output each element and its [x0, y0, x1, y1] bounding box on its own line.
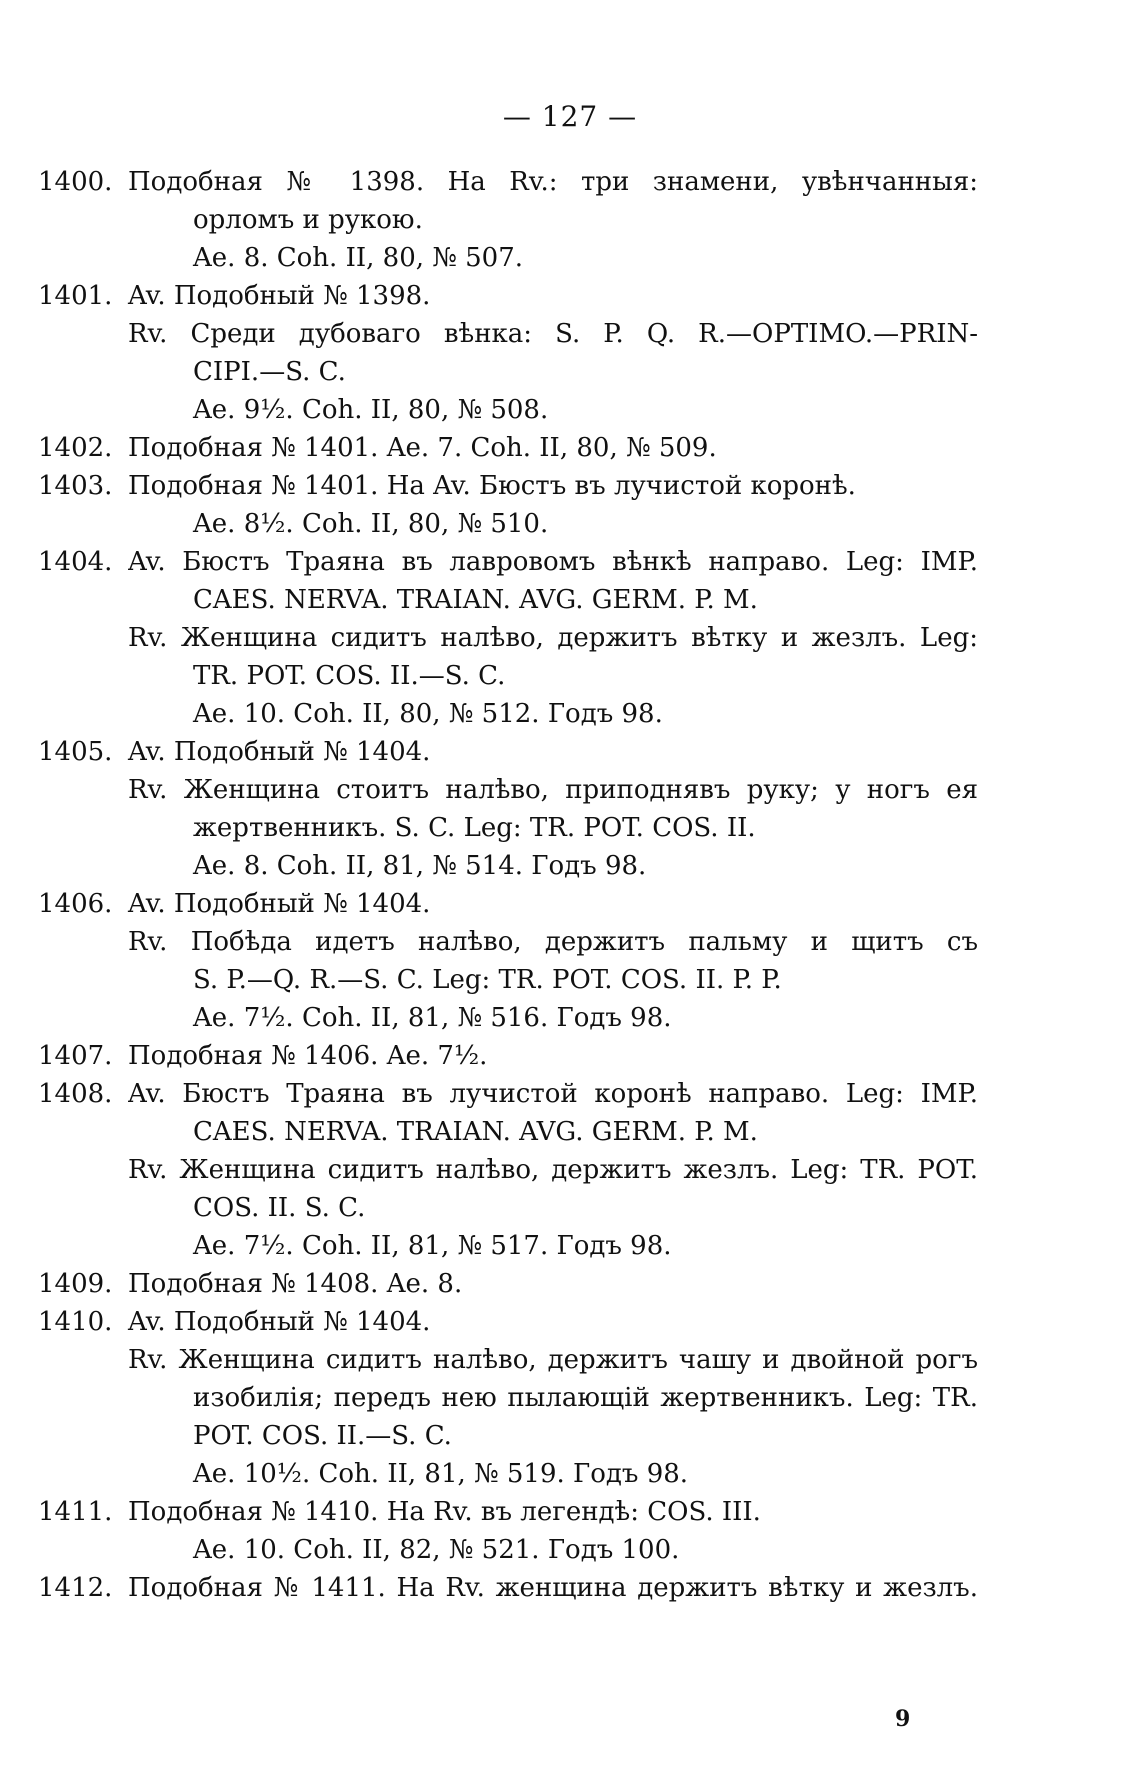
entry-text: Подобная № 1401. На Av. Бюстъ въ лучистой коронѣ. [128, 471, 856, 501]
catalog-entry [38, 733, 978, 885]
catalog-entries [38, 163, 978, 1607]
entry-number: 1404. [38, 547, 113, 577]
entry-text: Av. Подобный № 1398. [128, 281, 431, 311]
entry-text: Av. Подобный № 1404. [128, 889, 431, 919]
catalog-entry [38, 1265, 978, 1303]
entry-first-line [38, 1493, 978, 1531]
entry-line: Ae. 10. Coh. II, 82, № 521. Годъ 100. [193, 1535, 680, 1565]
entry-text: Подобная № 1408. Ae. 8. [128, 1269, 463, 1299]
entry-text: Av. Подобный № 1404. [128, 737, 431, 767]
entry-number: 1405. [38, 737, 113, 767]
entry-line: Ae. 10. Coh. II, 80, № 512. Годъ 98. [193, 699, 663, 729]
catalog-entry [38, 163, 978, 277]
entry-number: 1411. [38, 1497, 113, 1527]
entry-first-line [38, 163, 978, 201]
catalog-entry [38, 1569, 978, 1607]
entry-number: 1403. [38, 471, 113, 501]
entry-line: Rv. Побѣда идетъ налѣво, держитъ пальму и щитъ съ [128, 927, 978, 957]
entry-line: жертвенникъ. S. C. Leg: TR. POT. COS. II. [193, 813, 756, 843]
entry-number: 1401. [38, 281, 113, 311]
entry-text: Подобная № 1398. На Rv.: три знамени, увѣнчанныя: [128, 167, 978, 197]
catalog-entry [38, 1493, 978, 1569]
entry-line: POT. COS. II.—S. C. [193, 1421, 452, 1451]
entry-line: CIPI.—S. C. [193, 357, 346, 387]
entry-number: 1412. [38, 1573, 113, 1603]
entry-first-line [38, 1303, 978, 1341]
entry-text: Av. Подобный № 1404. [128, 1307, 431, 1337]
entry-number: 1409. [38, 1269, 113, 1299]
entry-first-line [38, 1569, 978, 1607]
entry-line: CAES. NERVA. TRAIAN. AVG. GERM. P. M. [193, 1117, 758, 1147]
entry-line: Ae. 8. Coh. II, 80, № 507. [193, 243, 524, 273]
entry-line: Ae. 7½. Coh. II, 81, № 517. Годъ 98. [193, 1231, 672, 1261]
entry-first-line [38, 543, 978, 581]
catalog-entry [38, 885, 978, 1037]
signature-mark: 9 [895, 1706, 911, 1732]
entry-line: Ae. 10½. Coh. II, 81, № 519. Годъ 98. [193, 1459, 689, 1489]
catalog-entry [38, 429, 978, 467]
entry-line: Rv. Женщина стоитъ налѣво, приподнявъ руку; у ногъ ея [128, 775, 978, 805]
entry-text: Подобная № 1401. Ae. 7. Coh. II, 80, № 509. [128, 433, 717, 463]
entry-first-line [38, 1075, 978, 1113]
catalog-entry [38, 277, 978, 429]
entry-number: 1410. [38, 1307, 113, 1337]
page-number: — 127 — [502, 100, 638, 133]
entry-line: изобилія; передъ нею пылающій жертвенникъ. Leg: TR. [193, 1383, 978, 1413]
entry-line: Ae. 8½. Coh. II, 80, № 510. [193, 509, 549, 539]
entry-line: орломъ и рукою. [193, 205, 423, 235]
entry-first-line [38, 885, 978, 923]
entry-line: Rv. Женщина сидитъ налѣво, держитъ вѣтку и жезлъ. Leg: [128, 623, 978, 653]
entry-line: S. P.—Q. R.—S. C. Leg: TR. POT. COS. II. P. P. [193, 965, 782, 995]
entry-first-line [38, 733, 978, 771]
entry-first-line [38, 429, 978, 467]
entry-line: Rv. Женщина сидитъ налѣво, держитъ жезлъ. Leg: TR. POT. [128, 1155, 978, 1185]
entry-text: Подобная № 1411. На Rv. женщина держитъ вѣтку и жезлъ. [128, 1573, 978, 1603]
catalog-entry [38, 543, 978, 733]
entry-text: Подобная № 1406. Ae. 7½. [128, 1041, 488, 1071]
entry-first-line [38, 467, 978, 505]
entry-line: Ae. 9½. Coh. II, 80, № 508. [193, 395, 549, 425]
entry-line: Rv. Женщина сидитъ налѣво, держитъ чашу и двойной рогъ [128, 1345, 978, 1375]
entry-text: Подобная № 1410. На Rv. въ легендѣ: COS. III. [128, 1497, 761, 1527]
entry-first-line [38, 277, 978, 315]
entry-line: CAES. NERVA. TRAIAN. AVG. GERM. P. M. [193, 585, 758, 615]
entry-number: 1408. [38, 1079, 113, 1109]
entry-number: 1402. [38, 433, 113, 463]
catalog-entry [38, 1037, 978, 1075]
entry-first-line [38, 1037, 978, 1075]
entry-line: TR. POT. COS. II.—S. C. [193, 661, 506, 691]
entry-line: Rv. Среди дубоваго вѣнка: S. P. Q. R.—OPTIMO.—PRIN- [128, 319, 978, 349]
entry-line: Ae. 8. Coh. II, 81, № 514. Годъ 98. [193, 851, 647, 881]
entry-number: 1407. [38, 1041, 113, 1071]
catalog-entry [38, 1075, 978, 1265]
entry-first-line [38, 1265, 978, 1303]
entry-number: 1400. [38, 167, 113, 197]
entry-number: 1406. [38, 889, 113, 919]
entry-line: Ae. 7½. Coh. II, 81, № 516. Годъ 98. [193, 1003, 672, 1033]
catalog-entry [38, 467, 978, 543]
entry-text: Av. Бюстъ Траяна въ лавровомъ вѣнкѣ направо. Leg: IMP. [128, 547, 978, 577]
entry-line: COS. II. S. C. [193, 1193, 366, 1223]
catalog-entry [38, 1303, 978, 1493]
entry-text: Av. Бюстъ Траяна въ лучистой коронѣ направо. Leg: IMP. [128, 1079, 978, 1109]
